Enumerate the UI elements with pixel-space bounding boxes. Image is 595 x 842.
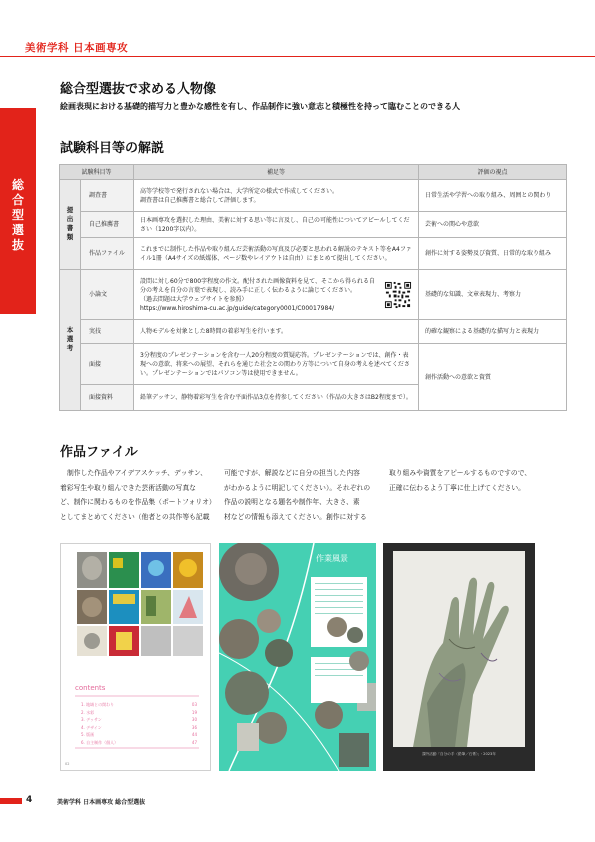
works-text-col2: 可能ですが、解説などに自分の担当した内容 がわかるように明記してください）。それぞれの 作品の説明となる題名や制作年、大きさ、素 材などの情報も添えてください。創作に対する bbox=[224, 469, 371, 521]
works-text-col1: 制作した作品やアイデアスケッチ、デッサン、 着彩写生や取り組んできた芸術活動の写真な ど、制作に関わるものを作品集（ポートフォリオ） としてまとめてください（他者との共作等も記載 bbox=[60, 469, 216, 521]
contents-title: contents bbox=[75, 684, 106, 692]
footer-page-number: 4 bbox=[26, 795, 33, 805]
side-tab bbox=[0, 108, 36, 314]
header-rule bbox=[0, 56, 595, 57]
contents-item: 5. 版画 44 bbox=[81, 732, 197, 737]
hand-drawing-caption: 課外活動「自分の手（鉛筆／石膏）」・2023年 bbox=[422, 752, 496, 756]
row-note: これまでに制作した作品や取り組んだ芸術活動の写真及び必要と思われる解説のテキスト等をA4ファイル1冊（A4サイズの紙媒体、ページ数やレイアウトは自由）にまとめて提出してください。 bbox=[134, 238, 419, 270]
table-row bbox=[60, 212, 567, 238]
persona-text: 絵画表現における基礎的描写力と豊かな感性を有し、作品制作に強い意志と積極性を持って臨むことのできる人 bbox=[60, 102, 460, 111]
persona-title: 総合型選抜で求める人物像 bbox=[60, 82, 217, 97]
row-eval: 基礎的な知識、文章表現力、考察力 bbox=[419, 270, 567, 320]
table-row bbox=[60, 270, 567, 320]
row-subject: 面接資料 bbox=[81, 385, 134, 411]
work-scene-photos-image bbox=[219, 543, 376, 771]
portfolio-contents-figure bbox=[60, 543, 211, 771]
works-title: 作品ファイル bbox=[60, 445, 138, 460]
exam-section-title: 試験科目等の解説 bbox=[60, 141, 165, 156]
group-submitted: 提出書類 bbox=[60, 180, 81, 270]
table-header-subject: 試験科目等 bbox=[60, 165, 134, 180]
contents-item: 2. 水彩 19 bbox=[81, 709, 197, 715]
side-tab-label: 総合型選抜 bbox=[11, 178, 24, 252]
hand-drawing-image bbox=[383, 543, 535, 771]
contents-item: 6. 自主制作（個人） 47 bbox=[81, 739, 197, 745]
qr-code-icon[interactable] bbox=[384, 281, 412, 309]
row-eval: 日常生活や学習への取り組み、周囲との関わり bbox=[419, 180, 567, 212]
row-eval: 創作活動への意欲と資質 bbox=[419, 344, 567, 411]
row-subject: 実技 bbox=[81, 320, 134, 344]
work-scene-title: 作業風景 bbox=[316, 554, 348, 563]
row-subject: 自己推薦書 bbox=[81, 212, 134, 238]
department-header: 美術学科 日本画専攻 bbox=[25, 42, 129, 54]
exam-table bbox=[59, 164, 567, 411]
works-text-col3: 取り組みや資質をアピールするものですので、 正確に伝わるよう丁寧に仕上げてください。 bbox=[389, 469, 532, 492]
table-header-note: 補足等 bbox=[134, 165, 419, 180]
row-note: 鉛筆デッサン、静物着彩写生を含む平面作品3点を持参してください（作品の大きさはB2程度まで）。 bbox=[134, 385, 419, 411]
contents-item: 3. デッサン 30 bbox=[81, 717, 197, 722]
table-header-eval: 評価の視点 bbox=[419, 165, 567, 180]
table-row bbox=[60, 180, 567, 212]
footer-accent-bar bbox=[0, 798, 22, 804]
row-note: 人物モデルを対象とした8時間の着彩写生を行います。 bbox=[134, 320, 419, 344]
row-note: 設問に対し60分で800字程度の作文。配付された画像資料を見て、そこから得られる自分の考えを自分の言葉で表現し、読み手に正しく伝わるように論じてください。 （過去問題は大学ウェブサイトを参照） https://www.hiroshima-cu.ac.jp/guide/category0001/C00017984/ bbox=[134, 270, 419, 320]
row-subject: 作品ファイル bbox=[81, 238, 134, 270]
work-scene-figure bbox=[219, 543, 376, 771]
contents-item: 1. 地域との関わり 03 bbox=[81, 702, 197, 707]
row-subject: 小論文 bbox=[81, 270, 134, 320]
group-main-exam: 本選考 bbox=[60, 270, 81, 411]
table-row bbox=[60, 344, 567, 385]
row-eval: 的確な観察による基礎的な描写力と表現力 bbox=[419, 320, 567, 344]
contents-item: 4. デザイン 36 bbox=[81, 724, 197, 730]
footer-text: 美術学科 日本画専攻 総合型選抜 bbox=[57, 799, 146, 806]
contents-page-number: 02 bbox=[65, 762, 70, 766]
contents-list bbox=[81, 701, 197, 746]
row-subject: 面接 bbox=[81, 344, 134, 385]
row-note: 日本画専攻を選択した理由、美術に対する思い等に言及し、自己の可能性についてアピールしてください（1200字以内）。 bbox=[134, 212, 419, 238]
row-note: 3分程度のプレゼンテーションを含む一人20分程度の質疑応答。プレゼンテーションでは、創作・表現への意欲、将来への展望、それらを通じた社会との関わり方等について自身の考えを述べてください。プレゼンテーションではパソコン等は使用できません。 bbox=[134, 344, 419, 385]
row-eval: 芸術への関心や意欲 bbox=[419, 212, 567, 238]
row-subject: 調査書 bbox=[81, 180, 134, 212]
hand-drawing-figure bbox=[383, 543, 535, 771]
table-row bbox=[60, 238, 567, 270]
table-row bbox=[60, 320, 567, 344]
row-eval: 創作に対する姿勢及び資質、日常的な取り組み bbox=[419, 238, 567, 270]
row-note: 高等学校等で発行されない場合は、大学所定の様式で作成してください。 調査書は自己推薦書と総合して評価します。 bbox=[134, 180, 419, 212]
